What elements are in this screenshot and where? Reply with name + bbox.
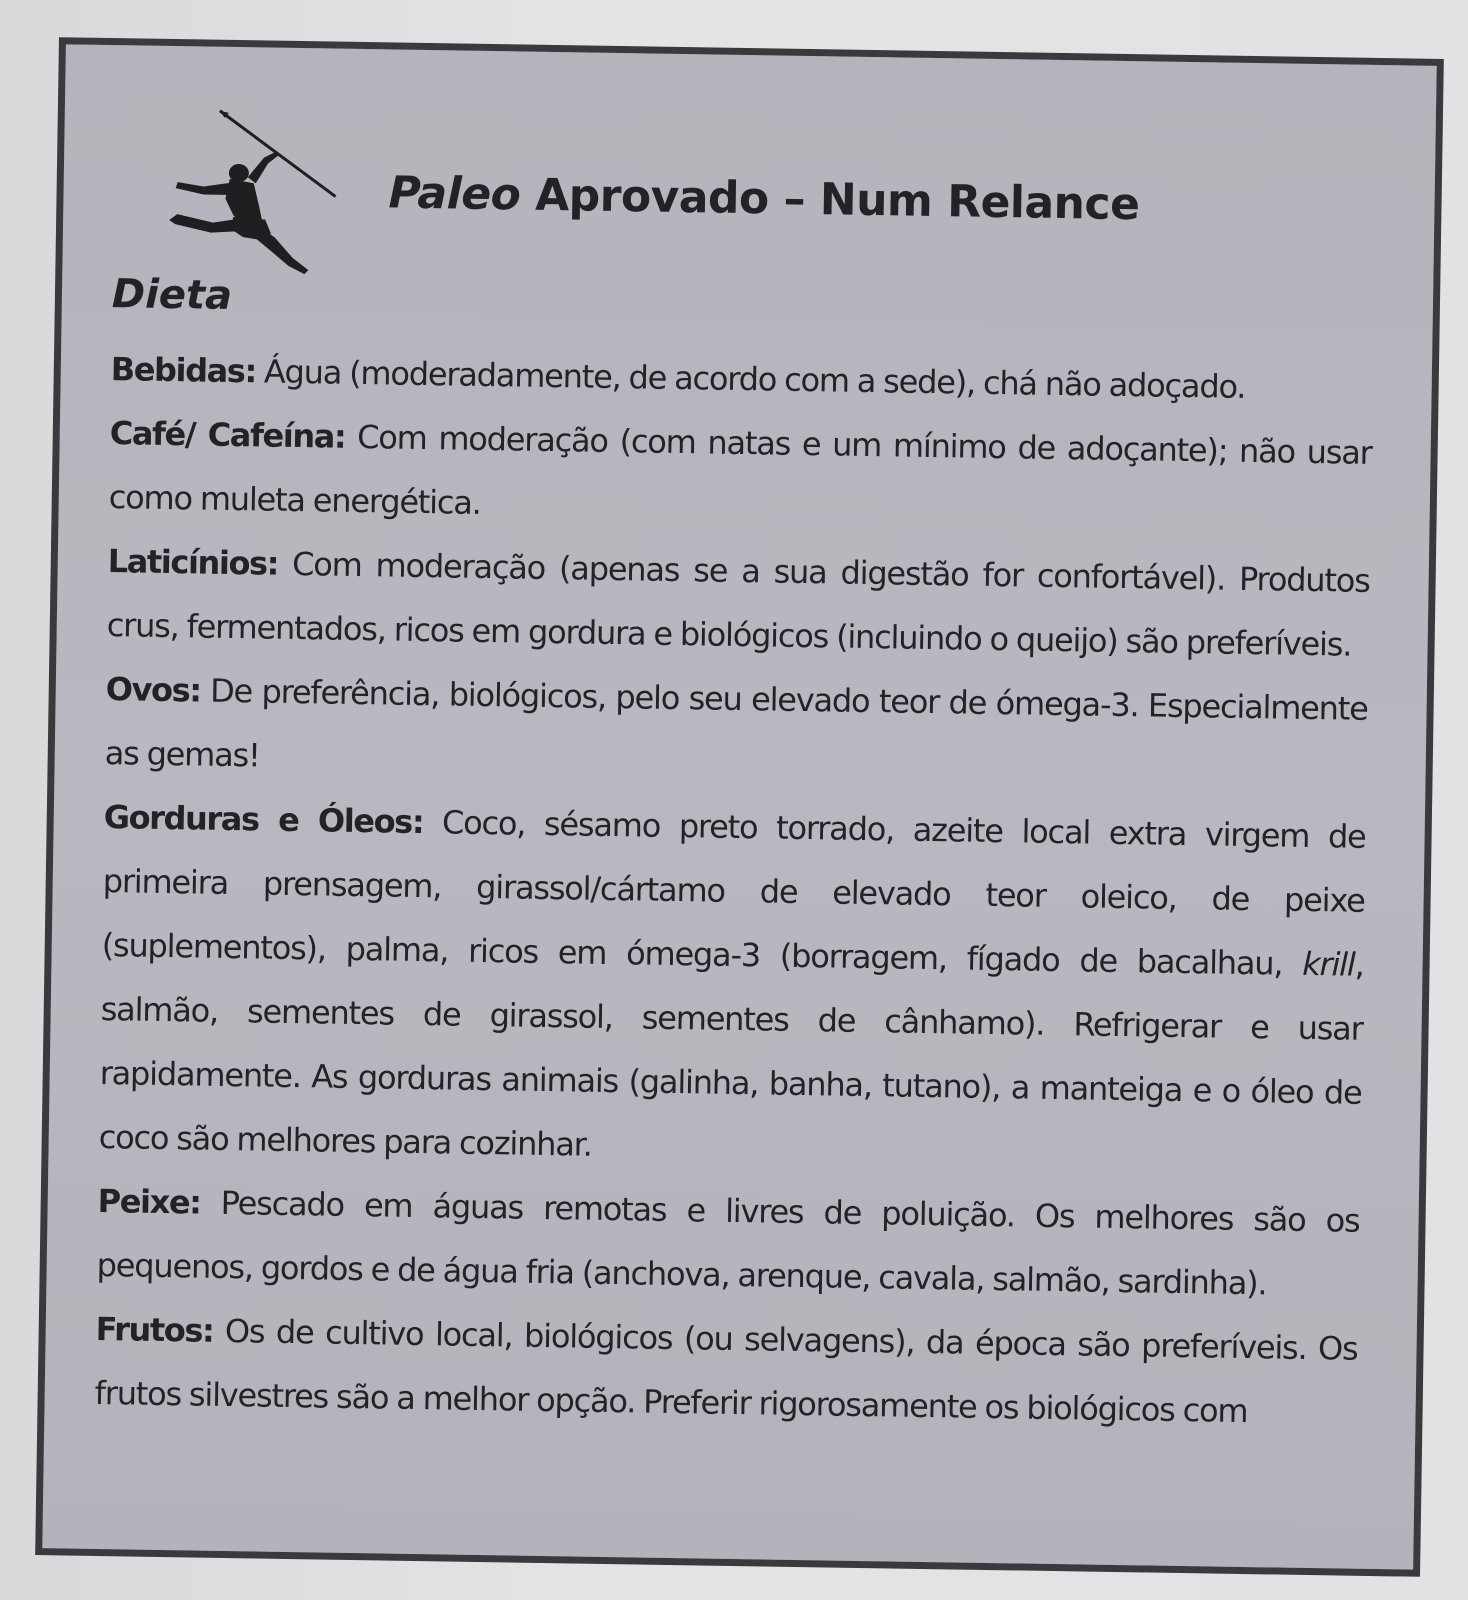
- entry-cafe: [108, 401, 1372, 549]
- entry-peixe: [96, 1169, 1360, 1317]
- entry-text: Com moderação (com natas e um mínimo de adoçante); não usar como muleta energética.: [108, 417, 1372, 522]
- entry-term: Peixe:: [97, 1181, 201, 1222]
- entry-gorduras: [98, 785, 1366, 1189]
- title-rest: Aprovado – Num Relance: [534, 169, 1140, 231]
- sidebar-box: [35, 37, 1444, 1577]
- entry-term: Frutos:: [95, 1309, 214, 1350]
- entry-text: Os de cultivo local, biológicos (ou selvagens), da época são preferíveis. Os frutos silvestres são a melhor opção. Preferir rigorosamente os biológicos com: [94, 1311, 1358, 1431]
- entry-text: Pescado em águas remotas e livres de poluição. Os melhores são os pequenos, gordos e de água fria (anchova, arenque, cavala, salmão, sardinha).: [96, 1183, 1360, 1303]
- entry-term: Gorduras e Óleos:: [103, 798, 424, 842]
- entry-frutos: [94, 1297, 1358, 1445]
- entry-term: Café/ Cafeína:: [109, 414, 346, 456]
- entry-term: Laticínios:: [107, 542, 279, 583]
- entry-term: Bebidas:: [110, 350, 257, 391]
- section-heading: Dieta: [111, 271, 233, 319]
- box-title: [388, 167, 1140, 230]
- entry-laticinios: [106, 529, 1370, 677]
- spear-hunter-icon: [162, 106, 355, 279]
- entry-text-italic: krill: [1301, 944, 1355, 984]
- entry-text: De preferência, biológicos, pelo seu elevado teor de ómega-3. Especialmente as gemas!: [104, 671, 1368, 775]
- entry-ovos: [104, 657, 1368, 805]
- entry-text: , salmão, sementes de girassol, sementes de cânhamo). Refrigerar e usar rapidamente. As gorduras animais (galinha, banha, tutano), a manteiga e o óleo de coco são melhores para cozinhar.: [98, 945, 1364, 1164]
- entry-text: Água (moderadamente, de acordo com a sede), chá não adoçado.: [263, 352, 1246, 406]
- entry-text: Com moderação (apenas se a sua digestão for confortável). Produtos crus, fermentados, ricos em gordura e biológicos (incluindo o queijo) são preferíveis.: [106, 544, 1370, 664]
- title-paleo: Paleo: [388, 167, 521, 221]
- entry-term: Ovos:: [105, 670, 201, 710]
- entry-text: Coco, sésamo preto torrado, azeite local extra virgem de primeira prensagem, girassol/cártamo de elevado teor oleico, de peixe (suplementos), palma, ricos em ómega-3 (borragem, fígado de bacalhau,: [101, 803, 1366, 983]
- entry-list: [94, 337, 1373, 1445]
